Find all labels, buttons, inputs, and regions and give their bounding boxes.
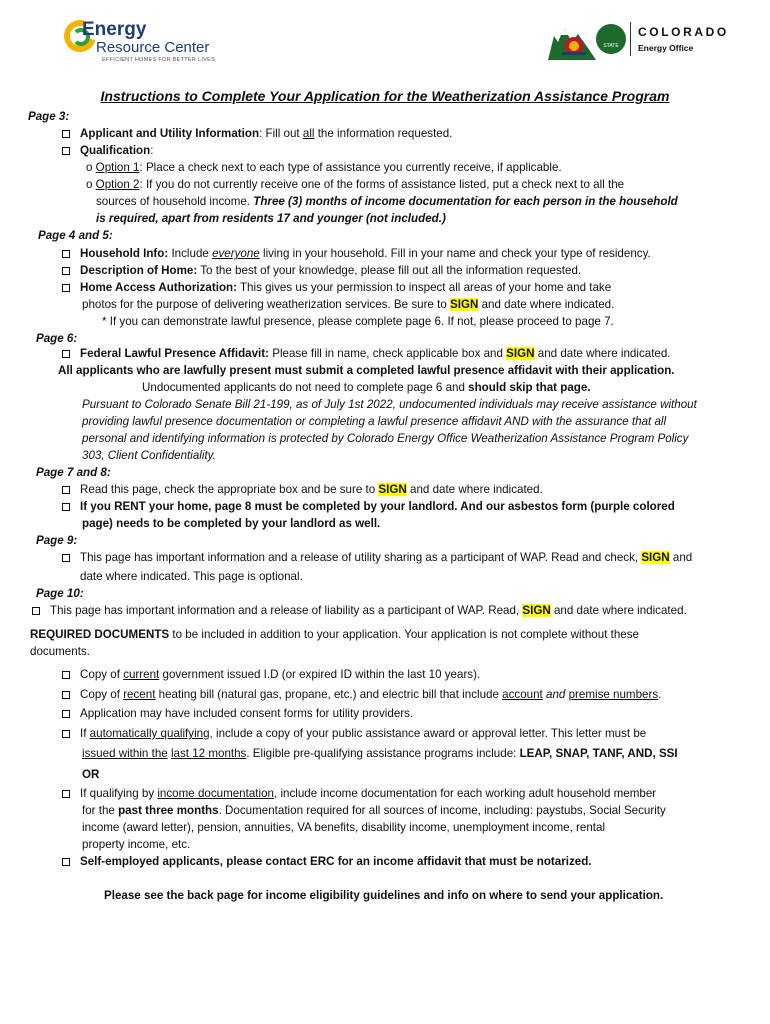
energy-office-wordmark: Energy Office xyxy=(638,43,694,53)
page45-item-household: Household Info: Include everyone living in your household. Fill in your name and check your type of residency. xyxy=(62,245,651,262)
checkbox-icon xyxy=(62,350,70,358)
required-item-consent: Application may have included consent forms for utility providers. xyxy=(62,705,413,722)
page45-note: * If you can demonstrate lawful presence, please complete page 6. If not, please proceed to page 7. xyxy=(102,315,614,328)
required-item-auto-line2: issued within the last 12 months. Eligible pre-qualifying assistance programs include: LEAP, SNAP, TANF, AND, SSI xyxy=(82,747,678,760)
page6-italic-line3: personal and identifying information is protected by Colorado Energy Office Weatherization Assistance Program Policy xyxy=(82,432,689,445)
checkbox-icon xyxy=(62,730,70,738)
footer-note: Please see the back page for income eligibility guidelines and info on where to send your application. xyxy=(104,889,664,902)
page78-heading: Page 7 and 8: xyxy=(36,466,111,479)
checkbox-icon xyxy=(62,147,70,155)
required-item-income-line4: property income, etc. xyxy=(82,838,191,851)
colorado-wordmark: COLORADO xyxy=(638,25,729,39)
page78-item-read: Read this page, check the appropriate box and be sure to SIGN and date where indicated. xyxy=(62,481,543,498)
page45-item-description: Description of Home: To the best of your knowledge, please fill out all the information requested. xyxy=(62,262,581,279)
required-item-id: Copy of current government issued I.D (or expired ID within the last 10 years). xyxy=(62,666,480,683)
page6-italic-line4: 303, Client Confidentiality. xyxy=(82,449,216,462)
erc-name-line1: Energy xyxy=(82,19,147,40)
erc-name-line2: Resource Center xyxy=(96,39,210,56)
state-seal-icon: STATE xyxy=(596,24,626,54)
required-docs-intro-line2: documents. xyxy=(30,645,90,658)
page3-heading: Page 3: xyxy=(28,110,70,123)
checkbox-icon xyxy=(62,710,70,718)
required-item-bill: Copy of recent heating bill (natural gas, propane, etc.) and electric bill that include account and premise numbers. xyxy=(62,686,661,703)
required-item-income-line2: for the past three months. Documentation required for all sources of income, including: paystubs, Social Security xyxy=(82,804,666,817)
checkbox-icon xyxy=(62,790,70,798)
colorado-mountain-flag-icon xyxy=(548,22,596,60)
page45-item-access: Home Access Authorization: This gives us your permission to inspect all areas of your home and take xyxy=(62,279,611,296)
page3-option1: o Option 1: Place a check next to each type of assistance you currently receive, if applicable. xyxy=(86,161,562,174)
checkbox-icon xyxy=(32,607,40,615)
required-item-income: If qualifying by income documentation, include income documentation for each working adult household member xyxy=(62,785,656,802)
page3-option2-line2: sources of household income. Three (3) months of income documentation for each person in the household xyxy=(96,195,678,208)
document-title: Instructions to Complete Your Application for the Weatherization Assistance Program xyxy=(100,88,670,104)
page10-heading: Page 10: xyxy=(36,587,84,600)
page78-item-rent-line2: page) needs to be completed by your landlord as well. xyxy=(82,517,381,530)
checkbox-icon xyxy=(62,267,70,275)
checkbox-icon xyxy=(62,250,70,258)
checkbox-icon xyxy=(62,503,70,511)
page78-item-rent: If you RENT your home, page 8 must be completed by your landlord. And our asbestos form (purple colored xyxy=(62,498,675,515)
checkbox-icon xyxy=(62,486,70,494)
checkbox-icon xyxy=(62,671,70,679)
page45-heading: Page 4 and 5: xyxy=(38,229,113,242)
checkbox-icon xyxy=(62,691,70,699)
page3-option2: o Option 2: If you do not currently receive one of the forms of assistance listed, put a check next to all the xyxy=(86,178,625,191)
erc-tagline: EFFICIENT HOMES FOR BETTER LIVES xyxy=(102,57,216,63)
page9-line2: date where indicated. This page is optional. xyxy=(80,570,303,583)
page6-heading: Page 6: xyxy=(36,332,78,345)
page6-undocumented: Undocumented applicants do not need to complete page 6 and should skip that page. xyxy=(142,381,591,394)
required-item-auto: If automatically qualifying, include a copy of your public assistance award or approval letter. This letter must be xyxy=(62,725,646,742)
logo-divider xyxy=(630,22,631,56)
required-docs-intro: REQUIRED DOCUMENTS to be included in addition to your application. Your application is not complete without these xyxy=(30,628,639,641)
required-item-income-line3: income (award letter), pension, annuities, VA benefits, disability income, unemployment income, rental xyxy=(82,821,606,834)
page3-item-applicant: Applicant and Utility Information: Fill out all the information requested. xyxy=(62,125,452,142)
page3-option2-line3: is required, apart from residents 17 and younger (not included.) xyxy=(96,212,446,225)
checkbox-icon xyxy=(62,858,70,866)
page6-italic-line1: Pursuant to Colorado Senate Bill 21-199, as of July 1st 2022, undocumented individuals may receive assistance without xyxy=(82,398,697,411)
page10-item: This page has important information and a release of liability as a participant of WAP. Read, SIGN and date where indicated. xyxy=(32,602,687,619)
page45-item-access-line2: photos for the purpose of delivering weatherization services. Be sure to SIGN and date where indicated. xyxy=(82,298,615,311)
required-or: OR xyxy=(82,768,100,781)
page6-italic-line2: providing lawful presence documentation or completing a lawful presence affidavit AND with the assurance that all xyxy=(82,415,667,428)
required-item-self-employed: Self-employed applicants, please contact ERC for an income affidavit that must be notarized. xyxy=(62,853,592,870)
page3-item-qualification: Qualification: xyxy=(62,142,153,159)
colorado-energy-office-logo xyxy=(548,18,748,62)
checkbox-icon xyxy=(62,284,70,292)
page9-heading: Page 9: xyxy=(36,534,78,547)
checkbox-icon xyxy=(62,130,70,138)
erc-logo xyxy=(62,16,232,72)
page9-item: This page has important information and a release of utility sharing as a participant of WAP. Read and check, SIGN and xyxy=(62,549,692,566)
page6-bold-line: All applicants who are lawfully present must submit a completed lawful presence affidavit with their application. xyxy=(58,364,675,377)
checkbox-icon xyxy=(62,554,70,562)
page6-item-affidavit: Federal Lawful Presence Affidavit: Please fill in name, check applicable box and SIGN and date where indicated. xyxy=(62,345,671,362)
